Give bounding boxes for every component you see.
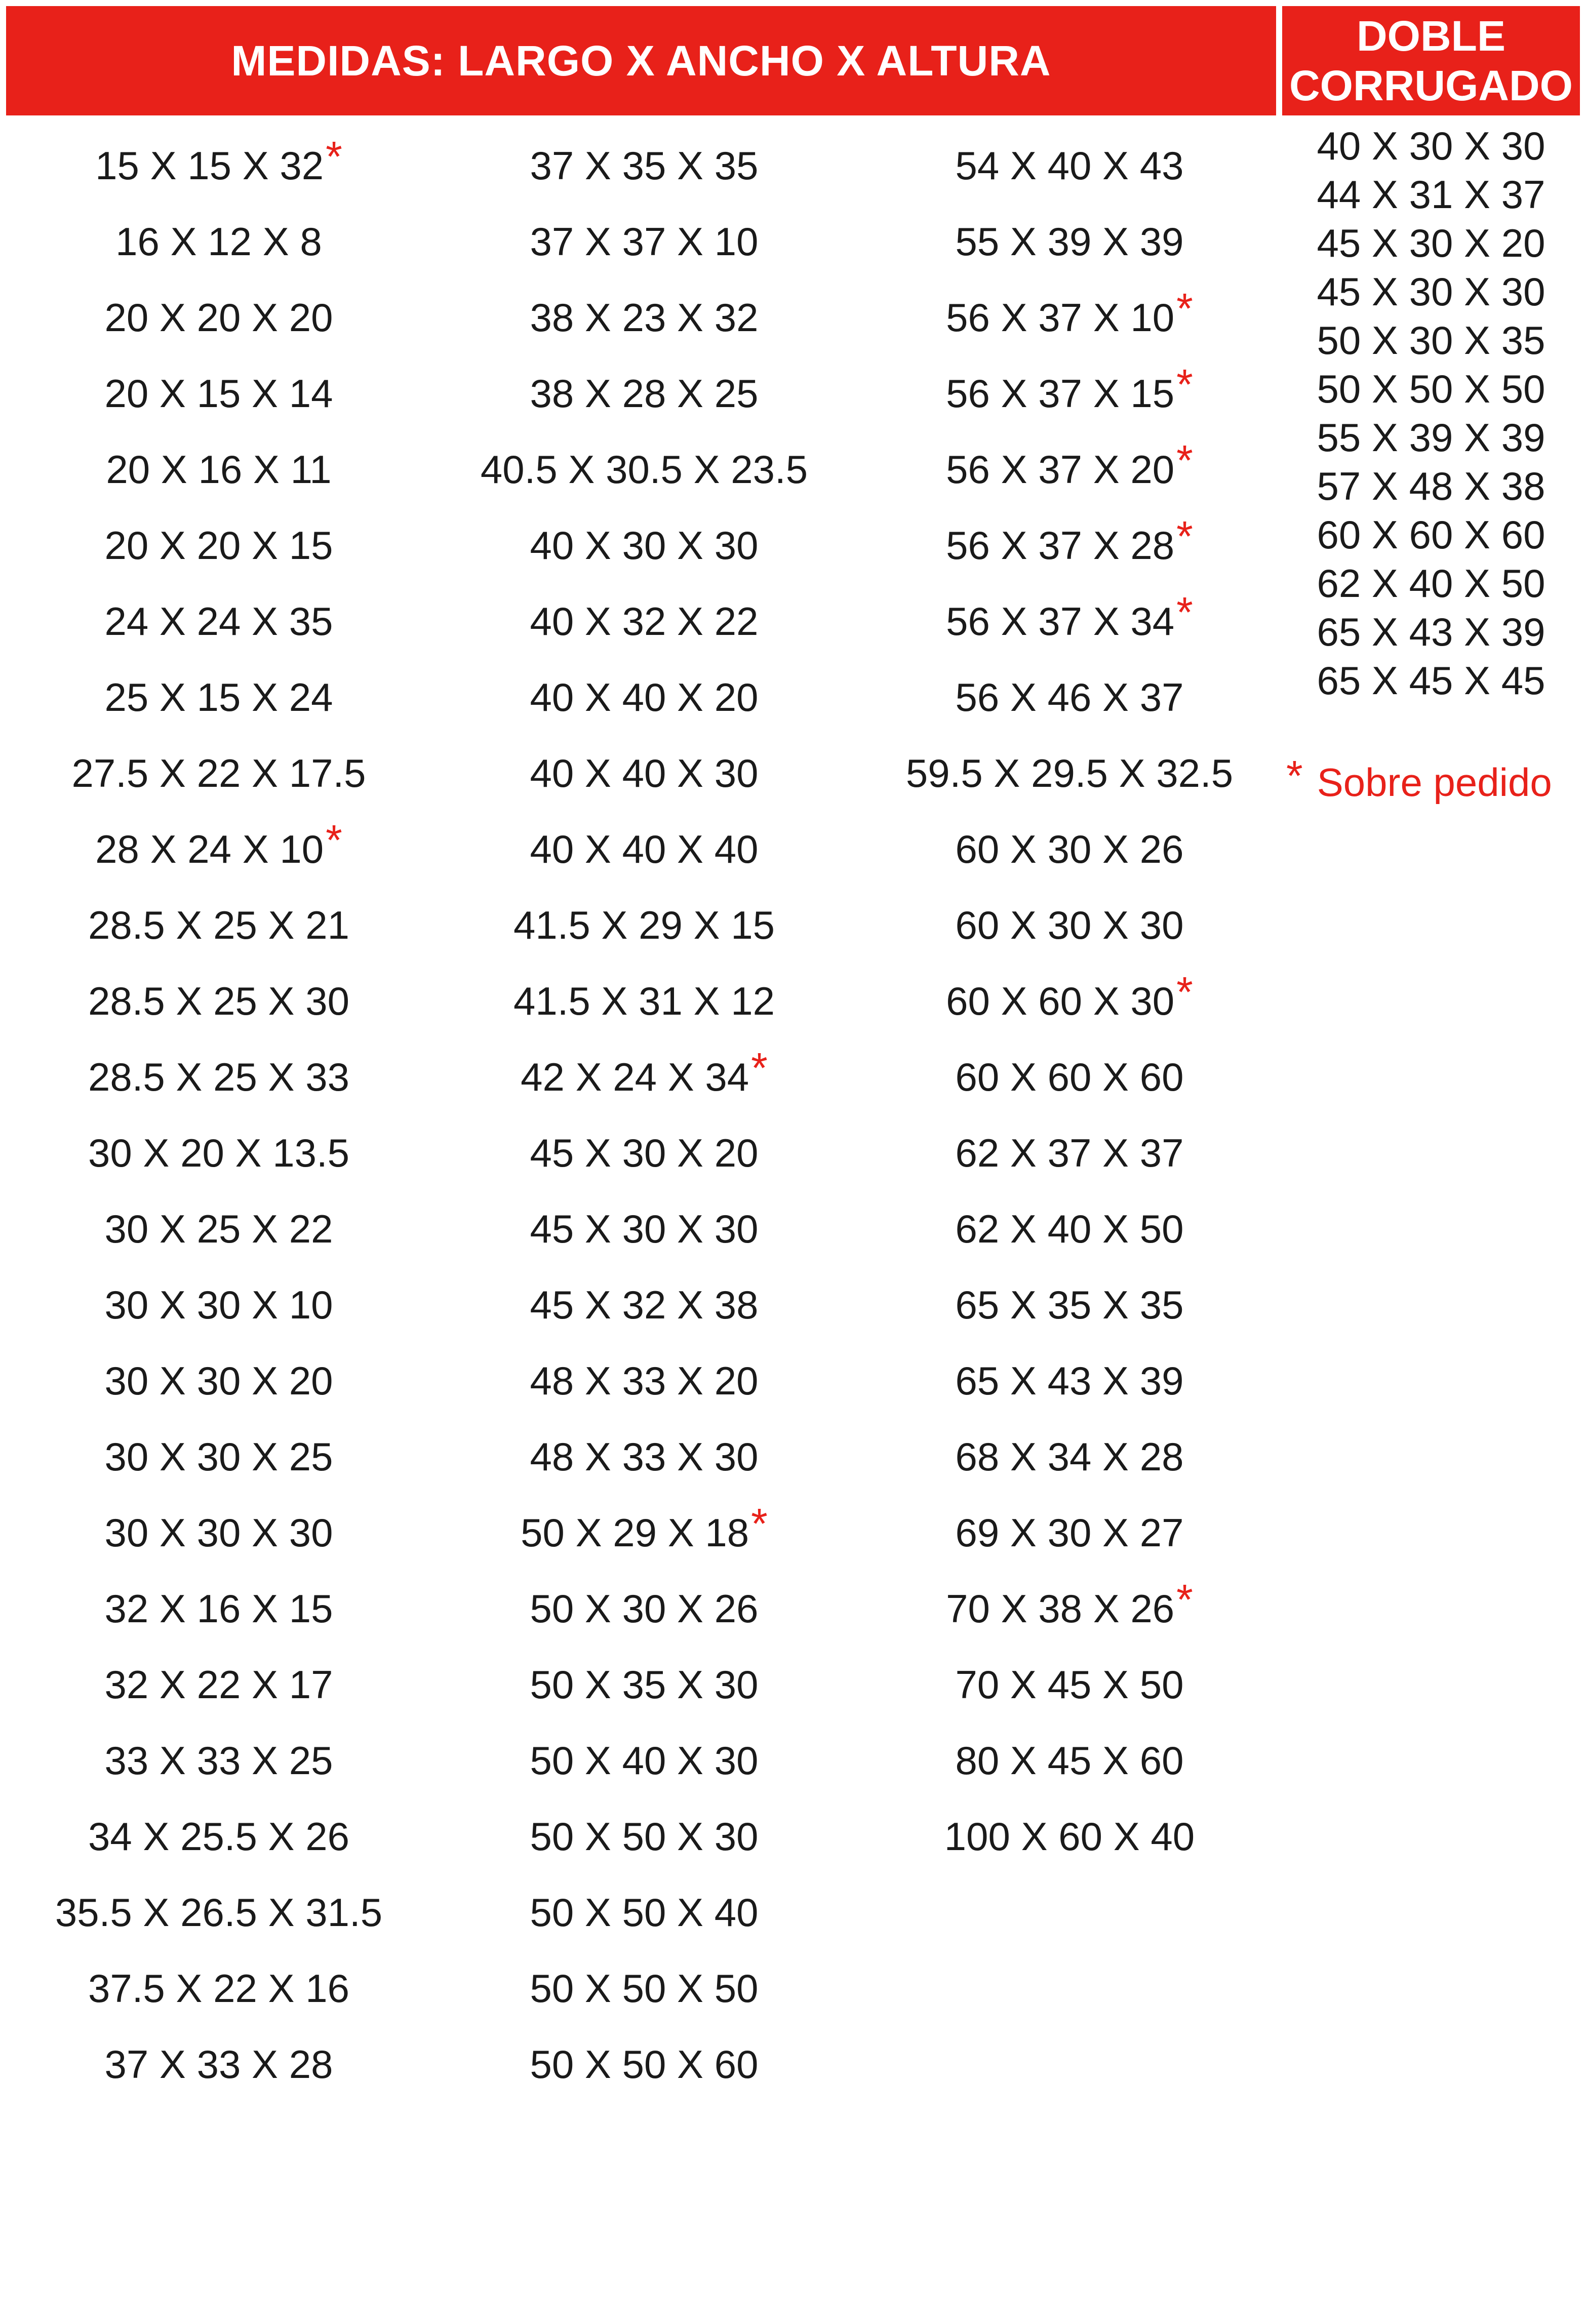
- size-item: [857, 507, 1282, 583]
- size-item: [857, 204, 1282, 279]
- size-label: 28.5 X 25 X 33: [88, 1055, 350, 1099]
- size-item: [431, 1722, 857, 1798]
- size-item: [857, 659, 1282, 735]
- size-item: [857, 1115, 1282, 1191]
- size-item: [857, 1191, 1282, 1267]
- size-item: [6, 1039, 431, 1115]
- size-item: [431, 1874, 857, 1950]
- size-label: 24 X 24 X 35: [104, 599, 333, 644]
- asterisk-icon: *: [751, 1044, 768, 1092]
- size-item: [857, 1039, 1282, 1115]
- size-label: 60 X 30 X 26: [955, 827, 1184, 871]
- size-item: [857, 1722, 1282, 1798]
- doble-corrugado-item: 50 X 30 X 35: [1317, 318, 1545, 363]
- size-label: 56 X 37 X 15: [946, 371, 1175, 416]
- size-label: 45 X 32 X 38: [530, 1283, 759, 1327]
- size-label: 41.5 X 29 X 15: [513, 903, 775, 947]
- size-label: 28 X 24 X 10: [95, 827, 324, 871]
- asterisk-icon: *: [1176, 436, 1193, 484]
- size-label: 15 X 15 X 32: [95, 143, 324, 188]
- doble-corrugado-item: 65 X 43 X 39: [1317, 610, 1545, 654]
- size-label: 20 X 20 X 20: [104, 295, 333, 340]
- size-label: 34 X 25.5 X 26: [88, 1814, 350, 1859]
- size-item: [857, 1571, 1282, 1647]
- header-medidas-title: MEDIDAS: LARGO X ANCHO X ALTURA: [231, 36, 1051, 85]
- size-label: 25 X 15 X 24: [104, 675, 333, 719]
- size-item: [857, 811, 1282, 887]
- size-label: 41.5 X 31 X 12: [513, 979, 775, 1023]
- asterisk-icon: *: [1176, 512, 1193, 560]
- asterisk-icon: *: [326, 133, 342, 180]
- size-label: 56 X 37 X 20: [946, 447, 1175, 492]
- size-label: 37.5 X 22 X 16: [88, 1966, 350, 2011]
- header-doble-line2: CORRUGADO: [1289, 62, 1573, 109]
- size-column-3: [857, 128, 1282, 1874]
- size-label: 56 X 37 X 34: [946, 599, 1175, 644]
- size-item: [6, 659, 431, 735]
- size-item: [431, 279, 857, 355]
- size-label: 56 X 37 X 28: [946, 523, 1175, 568]
- size-label: 28.5 X 25 X 30: [88, 979, 350, 1023]
- size-item: [6, 1722, 431, 1798]
- size-item: [6, 583, 431, 659]
- size-label: 54 X 40 X 43: [955, 143, 1184, 188]
- size-item: [431, 1798, 857, 1874]
- header-doble-corrugado: [1282, 6, 1580, 115]
- size-item: [431, 659, 857, 735]
- size-column-1: [6, 128, 431, 2102]
- size-item: [431, 887, 857, 963]
- size-item: [431, 1343, 857, 1419]
- size-item: [431, 128, 857, 204]
- size-label: 50 X 29 X 18: [521, 1510, 749, 1555]
- size-label: 62 X 40 X 50: [955, 1207, 1184, 1251]
- size-column-2: [431, 128, 857, 2102]
- size-item: [6, 2026, 431, 2102]
- size-item: [431, 735, 857, 811]
- size-item: [431, 1647, 857, 1722]
- doble-corrugado-list: [1282, 122, 1580, 705]
- size-item: [857, 735, 1282, 811]
- size-label: 42 X 24 X 34: [521, 1055, 749, 1099]
- size-label: 30 X 30 X 20: [104, 1358, 333, 1403]
- size-label: 30 X 30 X 10: [104, 1283, 333, 1327]
- asterisk-icon: *: [1176, 285, 1193, 332]
- size-item: [6, 1115, 431, 1191]
- size-label: 40 X 40 X 40: [530, 827, 759, 871]
- size-item: [857, 279, 1282, 355]
- asterisk-icon: *: [1286, 752, 1303, 799]
- size-item: [431, 1950, 857, 2026]
- doble-corrugado-item: 50 X 50 X 50: [1317, 367, 1545, 411]
- size-item: [431, 963, 857, 1039]
- size-label: 30 X 30 X 30: [104, 1510, 333, 1555]
- size-label: 80 X 45 X 60: [955, 1738, 1184, 1783]
- size-label: 40 X 30 X 30: [530, 523, 759, 568]
- size-item: [857, 583, 1282, 659]
- size-label: 20 X 20 X 15: [104, 523, 333, 568]
- size-label: 35.5 X 26.5 X 31.5: [55, 1890, 383, 1935]
- header-medidas: [6, 6, 1276, 115]
- size-label: 59.5 X 29.5 X 32.5: [905, 751, 1234, 795]
- size-label: 30 X 30 X 25: [104, 1434, 333, 1479]
- size-item: [857, 1419, 1282, 1495]
- size-item: [6, 811, 431, 887]
- size-label: 70 X 38 X 26: [946, 1586, 1175, 1631]
- size-item: [431, 1115, 857, 1191]
- doble-corrugado-item: 44 X 31 X 37: [1317, 172, 1545, 217]
- size-item: [431, 811, 857, 887]
- size-label: 69 X 30 X 27: [955, 1510, 1184, 1555]
- size-label: 38 X 28 X 25: [530, 371, 759, 416]
- size-item: [6, 735, 431, 811]
- size-label: 55 X 39 X 39: [955, 219, 1184, 264]
- size-item: [857, 1267, 1282, 1343]
- size-item: [857, 1647, 1282, 1722]
- size-label: 50 X 40 X 30: [530, 1738, 759, 1783]
- size-item: [431, 355, 857, 431]
- size-item: [6, 1191, 431, 1267]
- size-label: 30 X 20 X 13.5: [88, 1131, 350, 1175]
- size-item: [431, 1191, 857, 1267]
- asterisk-icon: *: [1176, 588, 1193, 636]
- size-item: [6, 1495, 431, 1571]
- size-item: [857, 1798, 1282, 1874]
- size-label: 62 X 37 X 37: [955, 1131, 1184, 1175]
- size-item: [857, 887, 1282, 963]
- size-item: [431, 507, 857, 583]
- asterisk-icon: *: [751, 1500, 768, 1547]
- size-item: [857, 431, 1282, 507]
- size-item: [6, 128, 431, 204]
- doble-corrugado-item: 65 X 45 X 45: [1317, 658, 1545, 703]
- size-label: 50 X 30 X 26: [530, 1586, 759, 1631]
- size-item: [431, 1495, 857, 1571]
- size-label: 37 X 35 X 35: [530, 143, 759, 188]
- doble-corrugado-item: 45 X 30 X 20: [1317, 221, 1545, 265]
- size-label: 48 X 33 X 20: [530, 1358, 759, 1403]
- size-item: [857, 1495, 1282, 1571]
- asterisk-icon: *: [1176, 968, 1193, 1016]
- size-label: 40 X 40 X 20: [530, 675, 759, 719]
- size-item: [6, 1950, 431, 2026]
- size-item: [431, 1267, 857, 1343]
- size-label: 37 X 37 X 10: [530, 219, 759, 264]
- size-label: 30 X 25 X 22: [104, 1207, 333, 1251]
- doble-corrugado-item: 62 X 40 X 50: [1317, 561, 1545, 606]
- size-item: [6, 279, 431, 355]
- size-label: 50 X 50 X 50: [530, 1966, 759, 2011]
- size-label: 40.5 X 30.5 X 23.5: [480, 447, 808, 492]
- size-item: [6, 1798, 431, 1874]
- size-label: 50 X 50 X 40: [530, 1890, 759, 1935]
- size-item: [857, 355, 1282, 431]
- size-item: [431, 204, 857, 279]
- size-label: 45 X 30 X 20: [530, 1131, 759, 1175]
- size-label: 37 X 33 X 28: [104, 2042, 333, 2087]
- size-label: 32 X 22 X 17: [104, 1662, 333, 1707]
- size-item: [431, 1419, 857, 1495]
- size-label: 32 X 16 X 15: [104, 1586, 333, 1631]
- size-item: [6, 1419, 431, 1495]
- size-item: [431, 583, 857, 659]
- size-label: 65 X 43 X 39: [955, 1358, 1184, 1403]
- size-label: 100 X 60 X 40: [944, 1814, 1195, 1859]
- size-label: 65 X 35 X 35: [955, 1283, 1184, 1327]
- doble-corrugado-item: 60 X 60 X 60: [1317, 512, 1545, 557]
- size-label: 50 X 50 X 30: [530, 1814, 759, 1859]
- size-label: 68 X 34 X 28: [955, 1434, 1184, 1479]
- size-item: [431, 1571, 857, 1647]
- doble-corrugado-item: 57 X 48 X 38: [1317, 464, 1545, 508]
- size-item: [6, 1267, 431, 1343]
- header-doble-line1: DOBLE: [1357, 12, 1505, 60]
- size-label: 38 X 23 X 32: [530, 295, 759, 340]
- size-label: 20 X 15 X 14: [104, 371, 333, 416]
- size-item: [857, 963, 1282, 1039]
- size-label: 60 X 60 X 60: [955, 1055, 1184, 1099]
- size-label: 27.5 X 22 X 17.5: [71, 751, 366, 795]
- size-item: [6, 1343, 431, 1419]
- size-item: [431, 2026, 857, 2102]
- size-item: [431, 431, 857, 507]
- size-label: 60 X 30 X 30: [955, 903, 1184, 947]
- size-label: 28.5 X 25 X 21: [88, 903, 350, 947]
- size-label: 56 X 37 X 10: [946, 295, 1175, 340]
- size-item: [6, 1571, 431, 1647]
- doble-corrugado-item: 55 X 39 X 39: [1317, 415, 1545, 460]
- asterisk-icon: *: [1176, 1576, 1193, 1623]
- size-label: 40 X 40 X 30: [530, 751, 759, 795]
- size-item: [431, 1039, 857, 1115]
- size-label: 50 X 35 X 30: [530, 1662, 759, 1707]
- size-item: [6, 431, 431, 507]
- size-label: 45 X 30 X 30: [530, 1207, 759, 1251]
- asterisk-icon: *: [1176, 360, 1193, 408]
- size-label: 33 X 33 X 25: [104, 1738, 333, 1783]
- size-label: 40 X 32 X 22: [530, 599, 759, 644]
- asterisk-icon: *: [326, 816, 342, 864]
- doble-corrugado-item: 45 X 30 X 30: [1317, 269, 1545, 314]
- size-item: [857, 1343, 1282, 1419]
- sobre-pedido-text: Sobre pedido: [1317, 760, 1552, 805]
- size-label: 56 X 46 X 37: [955, 675, 1184, 719]
- size-label: 16 X 12 X 8: [115, 219, 322, 264]
- size-item: [6, 507, 431, 583]
- size-label: 70 X 45 X 50: [955, 1662, 1184, 1707]
- doble-corrugado-item: 40 X 30 X 30: [1317, 124, 1545, 168]
- size-label: 48 X 33 X 30: [530, 1434, 759, 1479]
- size-item: [857, 128, 1282, 204]
- size-item: [6, 204, 431, 279]
- sobre-pedido-note: [1286, 752, 1580, 809]
- size-item: [6, 355, 431, 431]
- size-label: 50 X 50 X 60: [530, 2042, 759, 2087]
- size-item: [6, 887, 431, 963]
- size-item: [6, 1647, 431, 1722]
- size-item: [6, 1874, 431, 1950]
- size-item: [6, 963, 431, 1039]
- size-label: 60 X 60 X 30: [946, 979, 1175, 1023]
- size-label: 20 X 16 X 11: [106, 447, 332, 492]
